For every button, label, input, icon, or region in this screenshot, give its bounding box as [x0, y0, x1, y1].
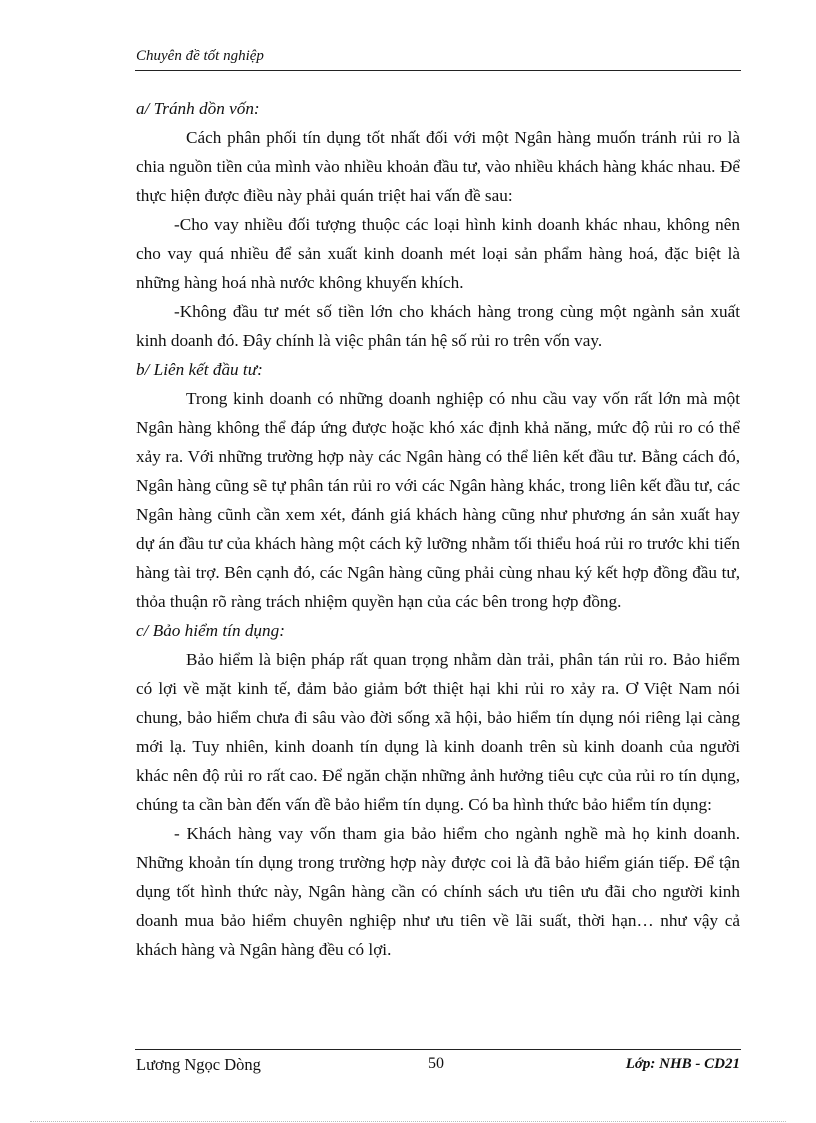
section-heading-c: c/ Bảo hiểm tín dụng: [136, 621, 285, 640]
footer-divider [135, 1049, 741, 1050]
paragraph-c: Bảo hiểm là biện pháp rất quan trọng nhằm dàn trải, phân tán rủi ro. Bảo hiểm có lợi về mặt kinh tế, đảm bảo giảm bớt thiệt hại khi rủi ro xảy ra. Ơ Việt Nam nói chung, bảo hiểm chưa đi sâu vào đời sống xã hội, bảo hiểm tín dụng nói riêng lại càng mới lạ. Tuy nhiên, kinh doanh tín dụng là kinh doanh trên sù kinh doanh của người khác nên độ rủi ro rất cao. Để ngăn chặn những ảnh hưởng tiêu cực của rủi ro tín dụng, chúng ta cần bàn đến vấn đề bảo hiểm tín dụng. Có ba hình thức bảo hiểm tín dụng: [136, 650, 740, 814]
page-number: 50 [428, 1055, 444, 1072]
bullet-a-1: -Cho vay nhiều đối tượng thuộc các loại hình kinh doanh khác nhau, không nên cho vay quá nhiều để sản xuất kinh doanh mét loại sản phẩm hàng hoá, đặc biệt là những hàng hoá nhà nước không khuyến khích. [136, 215, 740, 292]
document-body [136, 94, 740, 964]
header-divider [135, 70, 741, 71]
bullet-c-1: - Khách hàng vay vốn tham gia bảo hiểm cho ngành nghề mà họ kinh doanh. Những khoản tín dụng trong trường hợp này được coi là đã bảo hiểm gián tiếp. Để tận dụng tốt hình thức này, Ngân hàng cần có chính sách ưu tiên ưu đãi cho người kinh doanh mua bảo hiểm chuyên nghiệp như ưu tiên về lãi suất, thời hạn… như vậy cả khách hàng và Ngân hàng đều có lợi. [136, 824, 740, 959]
paragraph-b: Trong kinh doanh có những doanh nghiệp có nhu cầu vay vốn rất lớn mà một Ngân hàng không thể đáp ứng được hoặc khó xác định khả năng, mức độ rủi ro có thể xảy ra. Với những trường hợp này các Ngân hàng có thể liên kết đầu tư. Bằng cách đó, Ngân hàng cũng sẽ tự phân tán rủi ro với các Ngân hàng khác, trong liên kết đầu tư, các Ngân hàng cũnh cần xem xét, đánh giá khách hàng cũng như phương án sản xuất hay dự án đầu tư của khách hàng một cách kỹ lưỡng nhằm tối thiểu hoá rủi ro trước khi tiến hàng tài trợ. Bên cạnh đó, các Ngân hàng cũng phải cùng nhau ký kết hợp đồng đầu tư, thỏa thuận rõ ràng trách nhiệm quyền hạn của các bên trong hợp đồng. [136, 389, 740, 611]
footer-class-label: Lớp: NHB - CD21 [625, 1056, 740, 1072]
page-bottom-border [30, 1121, 786, 1122]
bullet-a-2: -Không đầu tư mét số tiền lớn cho khách hàng trong cùng một ngành sản xuất kinh doanh đó. Đây chính là việc phân tán hệ số rủi ro trên vốn vay. [136, 302, 740, 350]
footer-author: Lương Ngọc Dòng [136, 1055, 261, 1074]
section-heading-a: a/ Tránh dồn vốn: [136, 99, 260, 118]
section-heading-b: b/ Liên kết đầu tư: [136, 360, 263, 379]
page-header-title: Chuyên đề tốt nghiệp [136, 48, 264, 64]
paragraph-a-intro: Cách phân phối tín dụng tốt nhất đối với một Ngân hàng muốn tránh rủi ro là chia nguồn tiền của mình vào nhiều khoản đầu tư, vào nhiều khách hàng khác nhau. Để thực hiện được điều này phải quán triệt hai vấn đề sau: [136, 128, 740, 205]
